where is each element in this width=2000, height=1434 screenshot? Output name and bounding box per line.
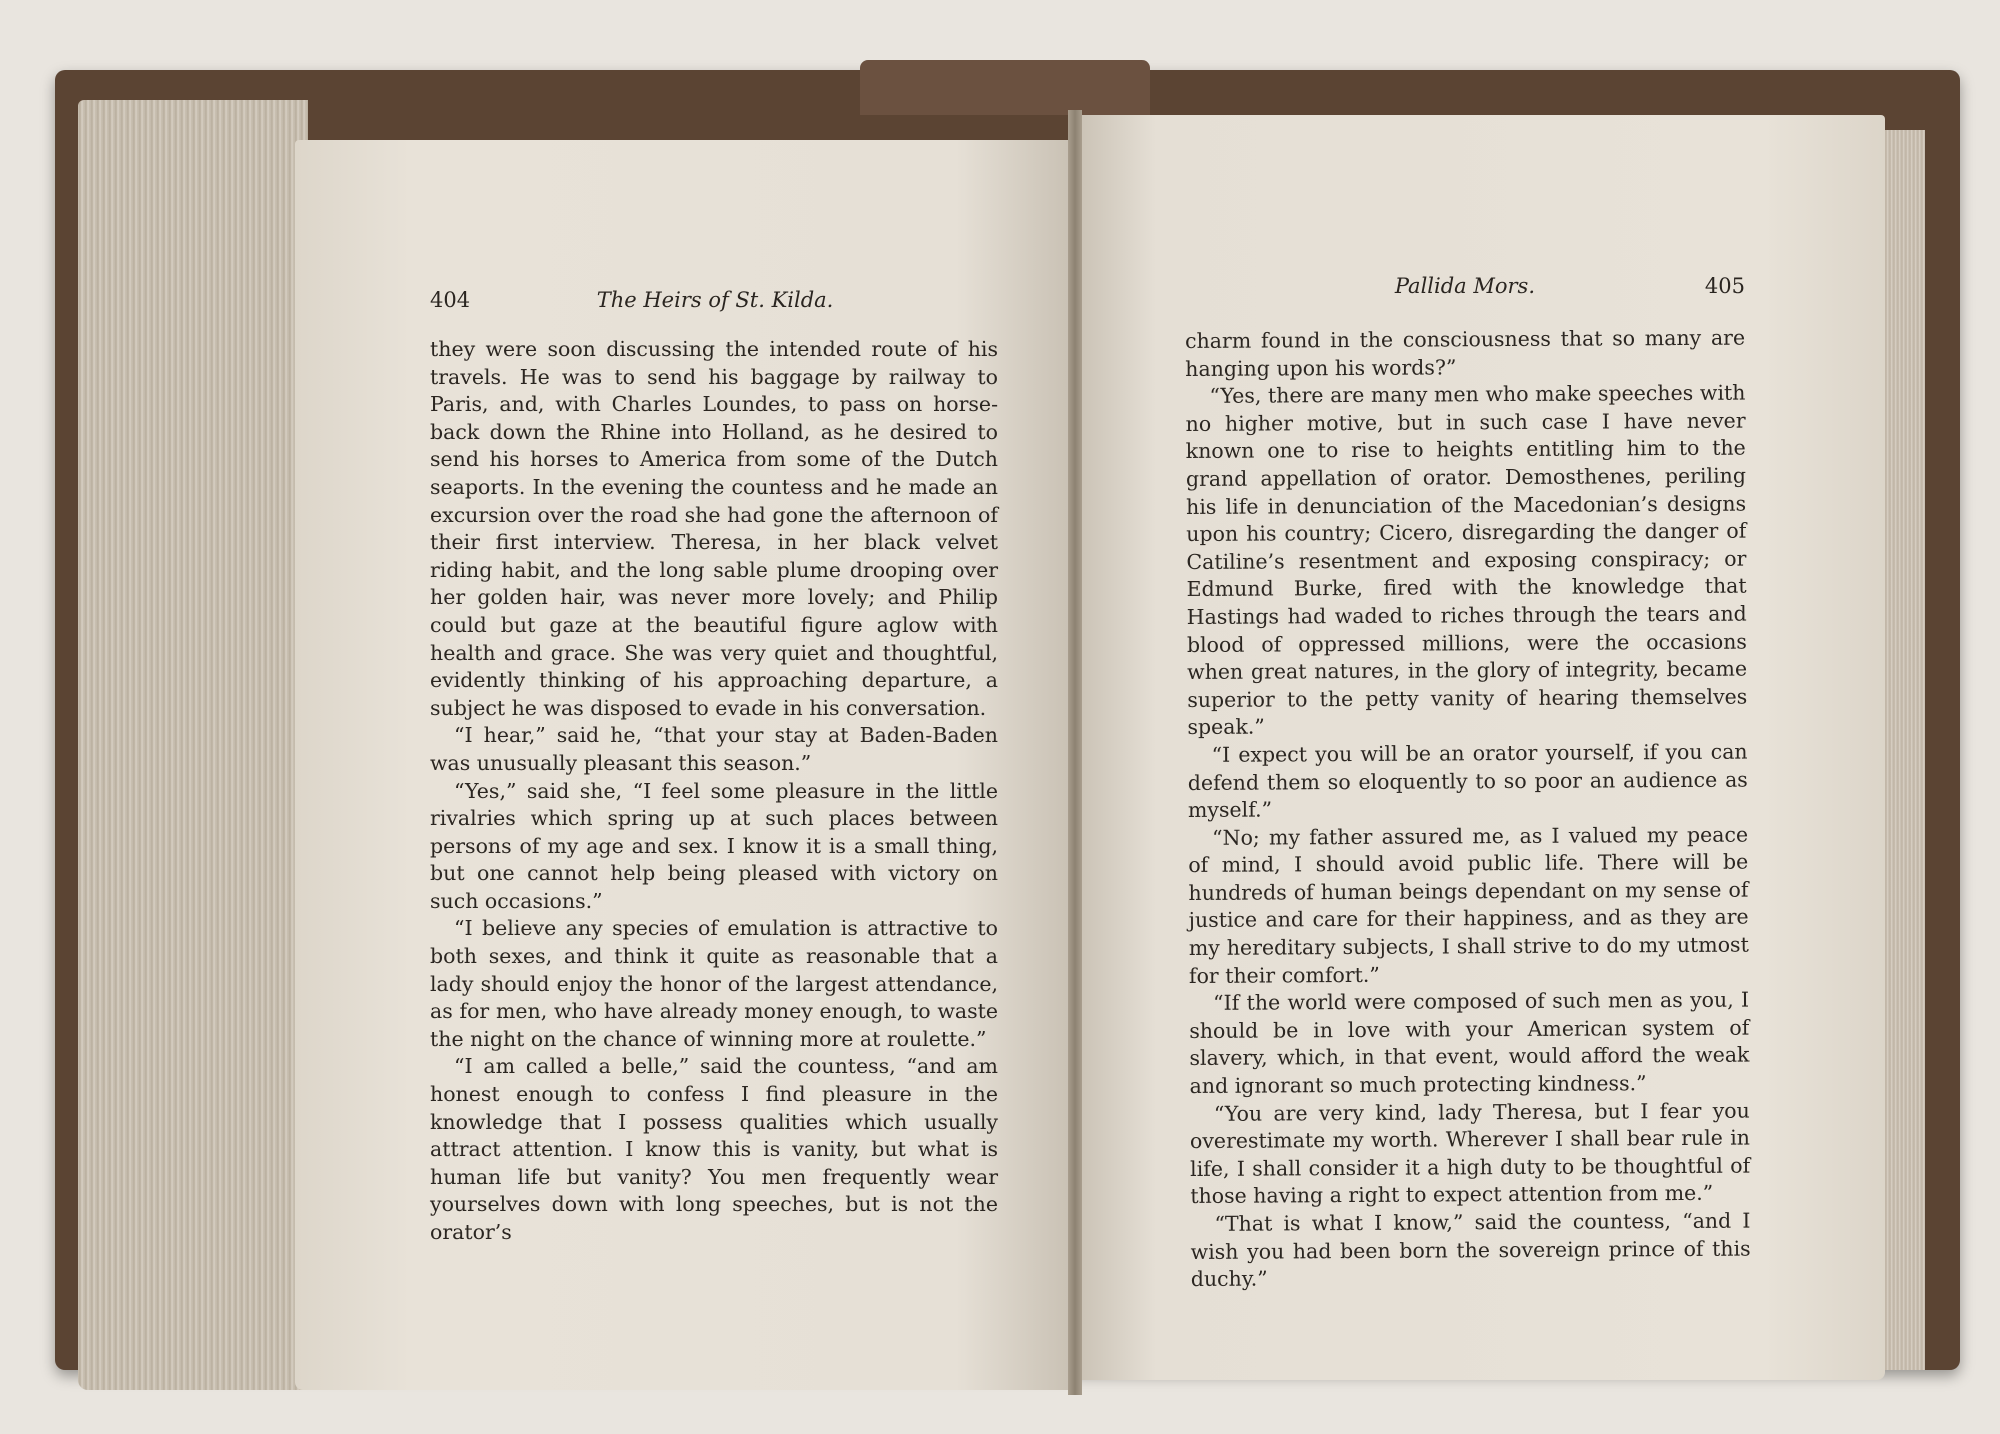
page-edges-right	[1880, 130, 1925, 1370]
left-paragraph: “I hear,” said he, “that your stay at Baden-Baden was unusually pleasant this season.”	[430, 723, 998, 775]
right-page-text	[1185, 325, 1751, 1294]
book-spine	[860, 60, 1150, 115]
book-gutter	[1068, 110, 1082, 1395]
left-paragraph: “I am called a belle,” said the countess, “and am honest enough to confess I find pleasure in the knowledge that I possess qualities which usually attract attention. I know this is vanity, but what is human life but vanity? You men frequently wear yourselves down with long speeches, but is not the orator’s	[430, 1054, 998, 1244]
left-page-number: 404	[430, 288, 471, 312]
right-paragraph: “If the world were composed of such men as you, I should be in love with your American system of slavery, which, in that event, would afford the weak and ignorant so much protecting kindness.”	[1189, 987, 1750, 1099]
right-paragraph: “I expect you will be an orator yourself, if you can defend them so eloquently to so poor an audience as myself.”	[1187, 739, 1748, 823]
left-paragraph: “I believe any species of emulation is attractive to both sexes, and think it quite as reasonable that a lady should enjoy the honor of the largest attendance, as for men, who have already money enough, to waste the night on the chance of winning more at roulette.”	[430, 916, 998, 1051]
right-page-number: 405	[1704, 274, 1745, 298]
page-edges-left	[78, 100, 308, 1390]
left-paragraph: they were soon discussing the intended route of his travels. He was to send his baggage by railway to Paris, and, with Charles Loundes, to pass on horse-back down the Rhine into Holland, as he desired to send his horses to America from some of the Dutch seaports. In the evening the countess and he made an excursion over the road she had gone the afternoon of their first interview. Theresa, in her black velvet riding habit, and the long sable plume drooping over her golden hair, was never more lovely; and Philip could but gaze at the beautiful figure aglow with health and grace. She was very quiet and thoughtful, evidently thinking of his approaching departure, a subject he was disposed to evade in his conversation.	[430, 337, 998, 720]
left-page-text	[430, 336, 998, 1247]
right-paragraph: “No; my father assured me, as I valued my peace of mind, I should avoid public life. There will be hundreds of human beings dependant on my sense of justice and care for their happiness, and as they are my hereditary subjects, I shall strive to do my utmost for their comfort.”	[1188, 822, 1749, 988]
left-running-title: The Heirs of St. Kilda.	[596, 288, 834, 312]
right-paragraph: charm found in the consciousness that so many are hanging upon his words?”	[1185, 325, 1746, 381]
right-running-head	[1185, 274, 1745, 298]
right-paragraph: “That is what I know,” said the countess, “and I wish you had been born the sovereign prince of this duchy.”	[1190, 1208, 1751, 1292]
left-running-head	[430, 288, 1000, 312]
left-paragraph: “Yes,” said she, “I feel some pleasure in the little rivalries which spring up at such places between persons of my age and sex. I know it is a small thing, but one cannot help being pleased with victory on such occasions.”	[430, 778, 998, 913]
right-paragraph: “Yes, there are many men who make speeches with no higher motive, but in such case I have never known one to rise to heights entitling him to the grand appellation of orator. Demosthenes, periling his life in denunciation of the Macedonian’s designs upon his country; Cicero, disregarding the danger of Catiline’s resentment and exposing conspiracy; or Edmund Burke, fired with the knowledge that Hastings had waded to riches through the tears and blood of oppressed millions, were the occasions when great natures, in the glory of integrity, became superior to the petty vanity of hearing themselves speak.”	[1185, 380, 1748, 740]
right-paragraph: “You are very kind, lady Theresa, but I fear you overestimate my worth. Wherever I shall bear rule in life, I shall consider it a high duty to be thoughtful of those having a right to expect attention from me.”	[1189, 1098, 1751, 1209]
right-running-title: Pallida Mors.	[1394, 274, 1536, 298]
